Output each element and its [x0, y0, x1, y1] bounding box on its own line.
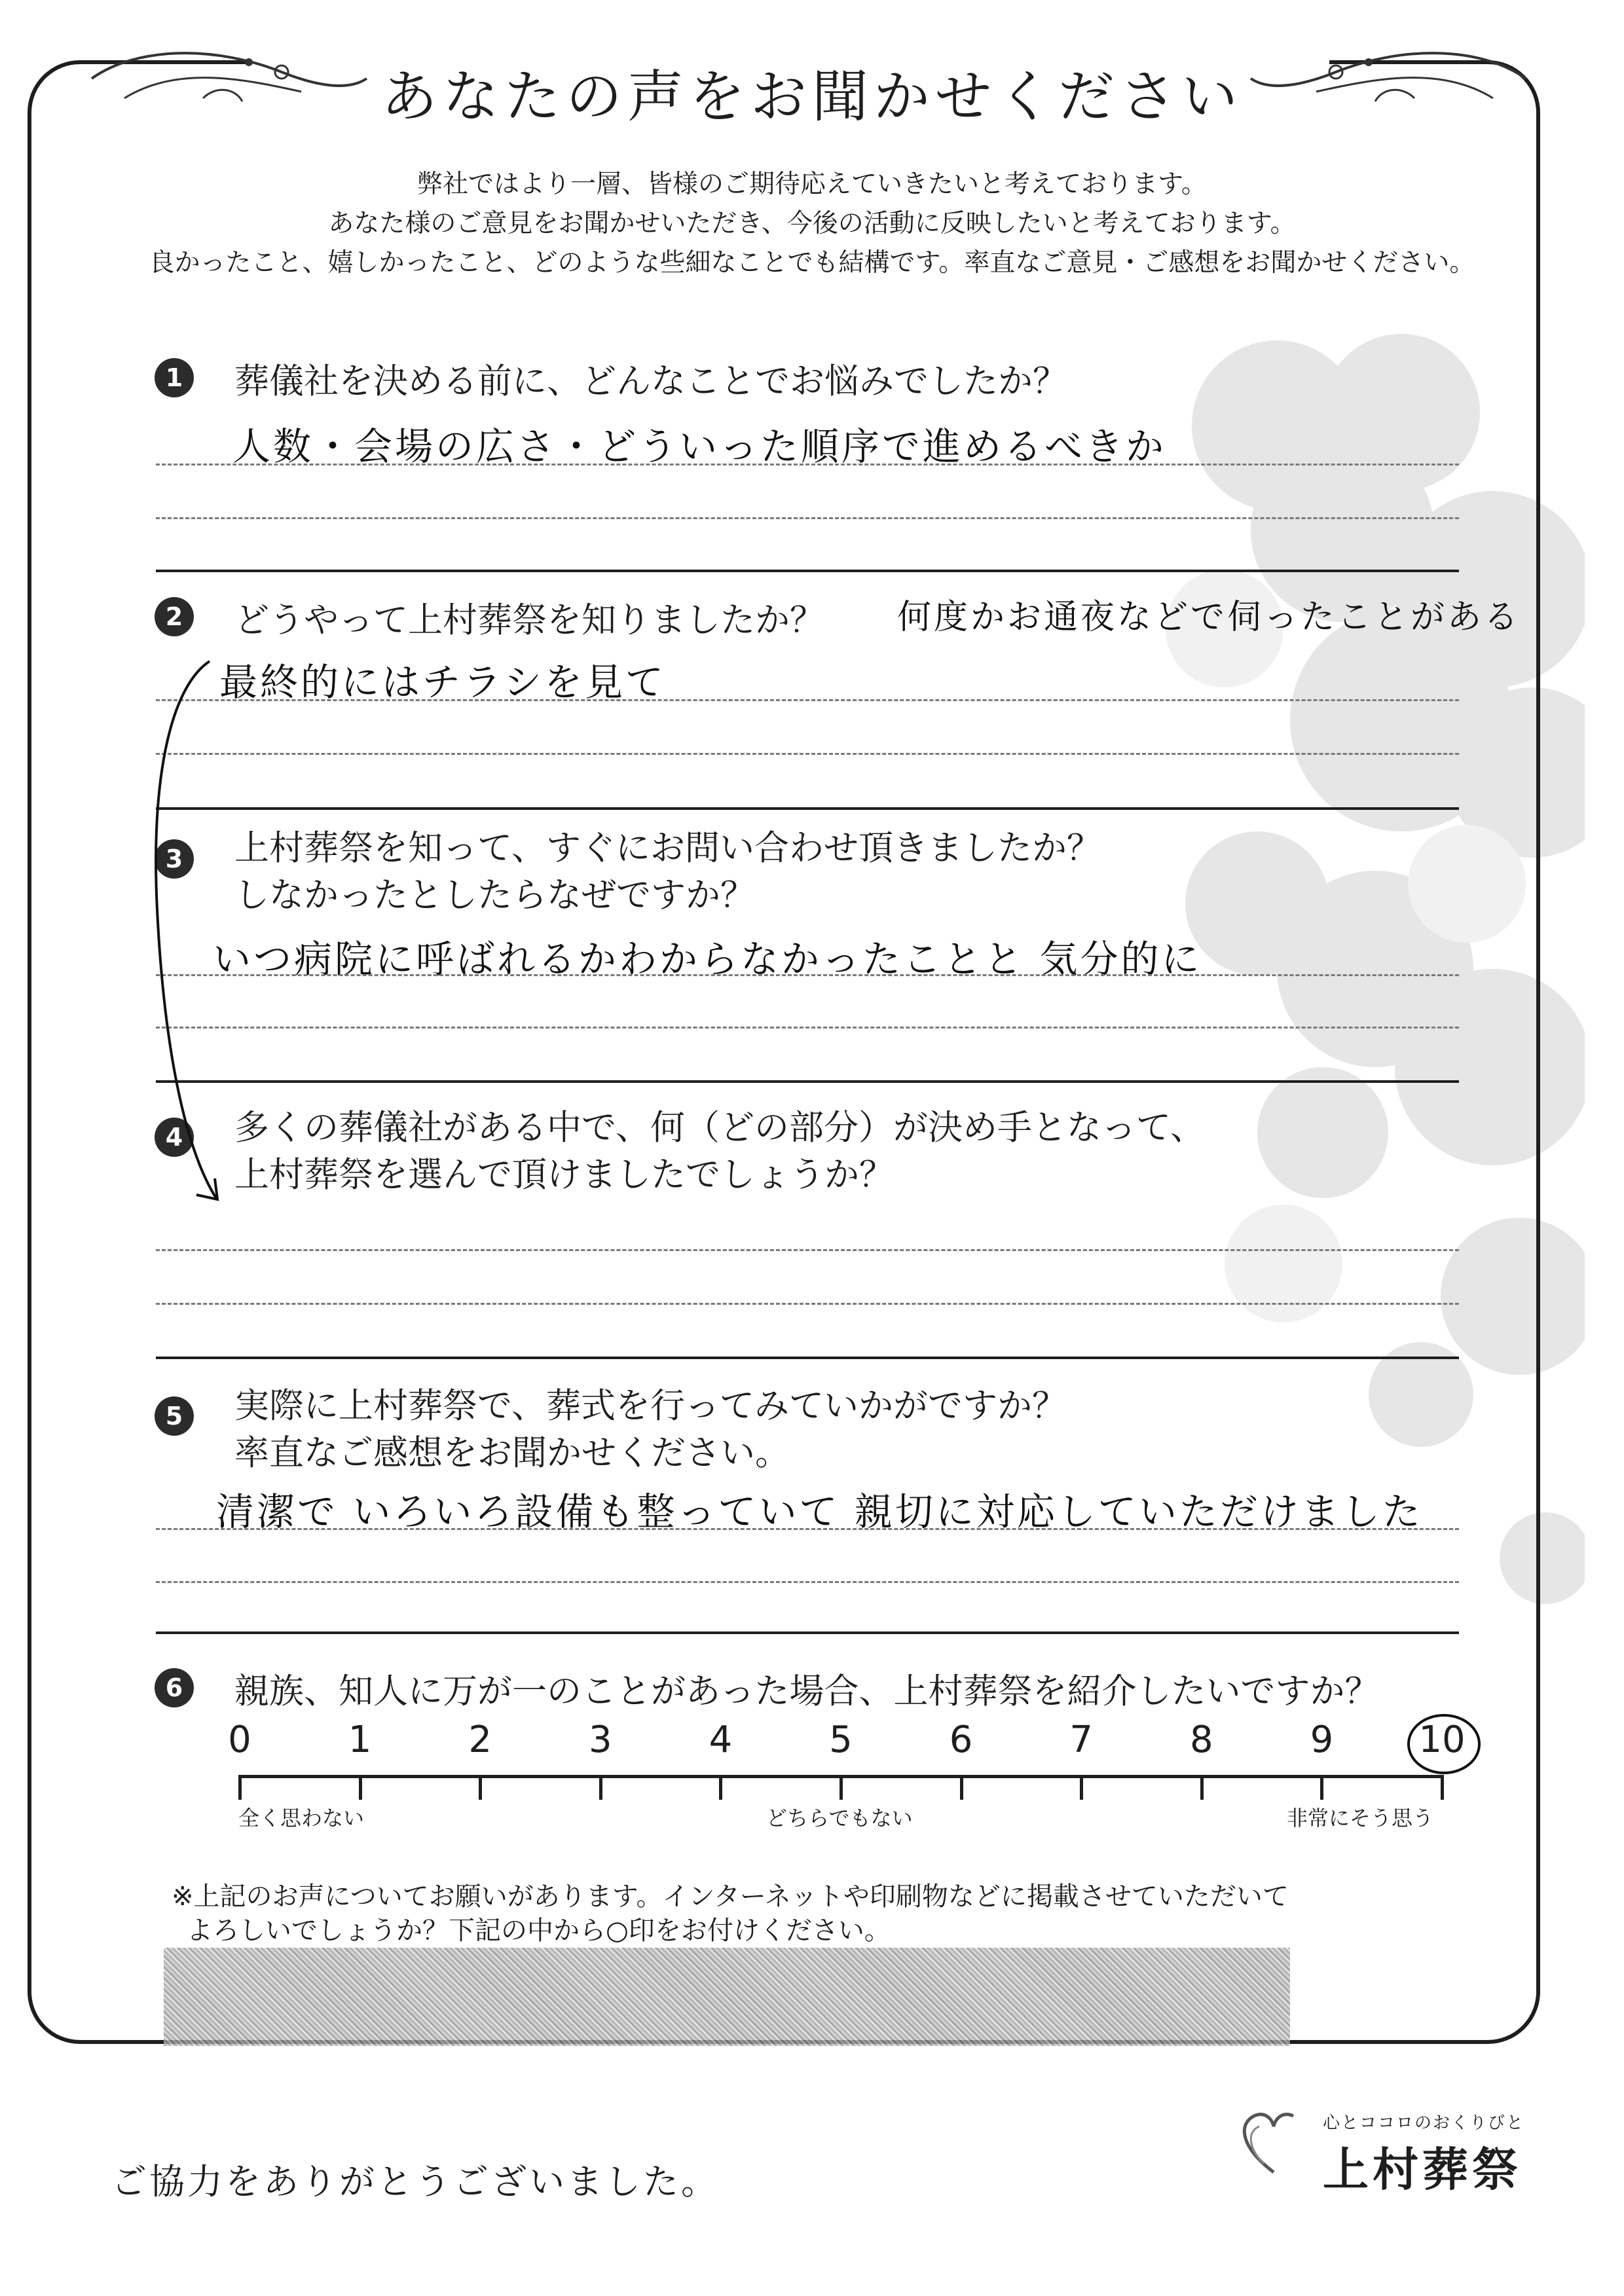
question-6-text: 親族、知人に万が一のことがあった場合、上村葬祭を紹介したいですか？	[234, 1671, 1380, 1711]
publication-note-line-2: よろしいでしょうか？下記の中から○印をお付けください。	[187, 1916, 891, 1946]
question-5-text-1: 実際に上村葬祭で、葬式を行ってみていかがですか？	[234, 1386, 1067, 1426]
answer-line	[156, 699, 1459, 701]
question-1-text: 葬儀社を決める前に、どんなことでお悩みでしたか？	[234, 361, 1067, 401]
scale-tick	[1200, 1775, 1204, 1800]
scale-tick	[599, 1775, 602, 1800]
answer-line	[156, 753, 1459, 755]
question-2-number: 2	[155, 597, 194, 636]
scale-tick	[238, 1775, 242, 1800]
scale-label-left: 全く思わない	[238, 1806, 365, 1831]
scale-tick	[719, 1775, 722, 1800]
scale-label-right: 非常にそう思う	[1287, 1806, 1434, 1831]
scale-tick-label[interactable]: 6	[949, 1719, 973, 1761]
question-4-number: 4	[155, 1118, 194, 1157]
scale-tick-label[interactable]: 0	[228, 1719, 251, 1761]
scale-tick-label[interactable]: 8	[1189, 1719, 1213, 1761]
answer-2-line-1: 最終的にはチラシを見て	[219, 660, 667, 704]
section-divider	[156, 1357, 1459, 1359]
scale-tick-label[interactable]: 9	[1310, 1719, 1334, 1761]
answer-1-line-1: 人数・会場の広さ・どういった順序で進めるべきか	[232, 424, 1167, 469]
answer-line	[156, 1581, 1459, 1583]
answer-line	[156, 464, 1459, 465]
question-1-number: 1	[155, 358, 194, 397]
scale-tick-label[interactable]: 1	[348, 1719, 372, 1761]
scale-tick	[960, 1775, 963, 1800]
logo-tagline: 心とココロのおくりびと	[1323, 2113, 1525, 2133]
scale-tick-label[interactable]: 7	[1069, 1719, 1093, 1761]
scale-tick	[840, 1775, 843, 1800]
question-4-text-2: 上村葬祭を選んで頂けましたでしょうか？	[234, 1155, 894, 1195]
answer-line	[156, 517, 1459, 519]
question-3-text-2: しなかったとしたらなぜですか？	[234, 875, 755, 915]
answer-line	[156, 974, 1459, 976]
answer-line	[156, 1528, 1459, 1530]
question-5-text-2: 率直なご感想をお聞かせください。	[234, 1433, 790, 1473]
page-title: あなたの声をお聞かせください	[381, 64, 1243, 130]
section-divider	[156, 570, 1459, 572]
intro-line-1: 弊社ではより一層、皆様のご期待応えていきたいと考えております。	[417, 170, 1207, 199]
thanks-message: ご協力をありがとうございました。	[111, 2161, 719, 2202]
logo-name: 上村葬祭	[1323, 2143, 1522, 2196]
scale-tick-label[interactable]: 3	[588, 1719, 612, 1761]
scale-tick-label[interactable]: 5	[829, 1719, 853, 1761]
scale-tick	[1080, 1775, 1083, 1800]
section-divider	[156, 1631, 1459, 1634]
section-divider	[156, 807, 1459, 810]
handwritten-arrow-icon	[131, 648, 236, 1211]
answer-line	[156, 1249, 1459, 1251]
scale-label-middle: どちらでもない	[766, 1806, 913, 1831]
answer-3-line-1: いつ病院に呼ばれるかわからなかったことと 気分的に	[213, 937, 1202, 981]
scale-tick-label[interactable]: 2	[468, 1719, 492, 1761]
scale-tick	[479, 1775, 482, 1800]
question-6-number: 6	[155, 1668, 194, 1707]
publication-note-line-1: ※上記のお声についてお願いがあります。インターネットや印刷物などに掲載させていただいて	[172, 1882, 1289, 1912]
scale-tick-label[interactable]: 4	[709, 1719, 733, 1761]
heart-logo-icon	[1234, 2102, 1313, 2180]
scale-tick-label[interactable]: 10	[1418, 1719, 1466, 1761]
question-5-number: 5	[155, 1396, 194, 1436]
question-3-text-1: 上村葬祭を知って、すぐにお問い合わせ頂きましたか？	[234, 828, 1101, 868]
section-divider	[156, 1080, 1459, 1083]
answer-line	[156, 1027, 1459, 1029]
question-2-text: どうやって上村葬祭を知りましたか？	[234, 600, 824, 640]
scale-tick	[1441, 1775, 1444, 1800]
redacted-area	[164, 1948, 1290, 2046]
scale-tick	[359, 1775, 362, 1800]
selected-rating-circle-icon	[1405, 1711, 1483, 1777]
scale-tick	[1320, 1775, 1323, 1800]
question-4-text-1: 多くの葬儀社がある中で、何（どの部分）が決め手となって、	[234, 1108, 1205, 1148]
intro-line-3: 良かったこと、嬉しかったこと、どのような些細なことでも結構です。率直なご意見・ご感想をお聞かせください。	[149, 248, 1475, 278]
answer-line	[156, 1303, 1459, 1305]
intro-line-2: あなた様のご意見をお聞かせいただき、今後の活動に反映したいと考えております。	[328, 209, 1296, 238]
answer-5-line-1: 清潔で いろいろ設備も整っていて 親切に対応していただけました	[216, 1489, 1423, 1534]
question-3-number: 3	[155, 839, 194, 879]
answer-2-inline: 何度かお通夜などで伺ったことがある	[897, 598, 1521, 637]
